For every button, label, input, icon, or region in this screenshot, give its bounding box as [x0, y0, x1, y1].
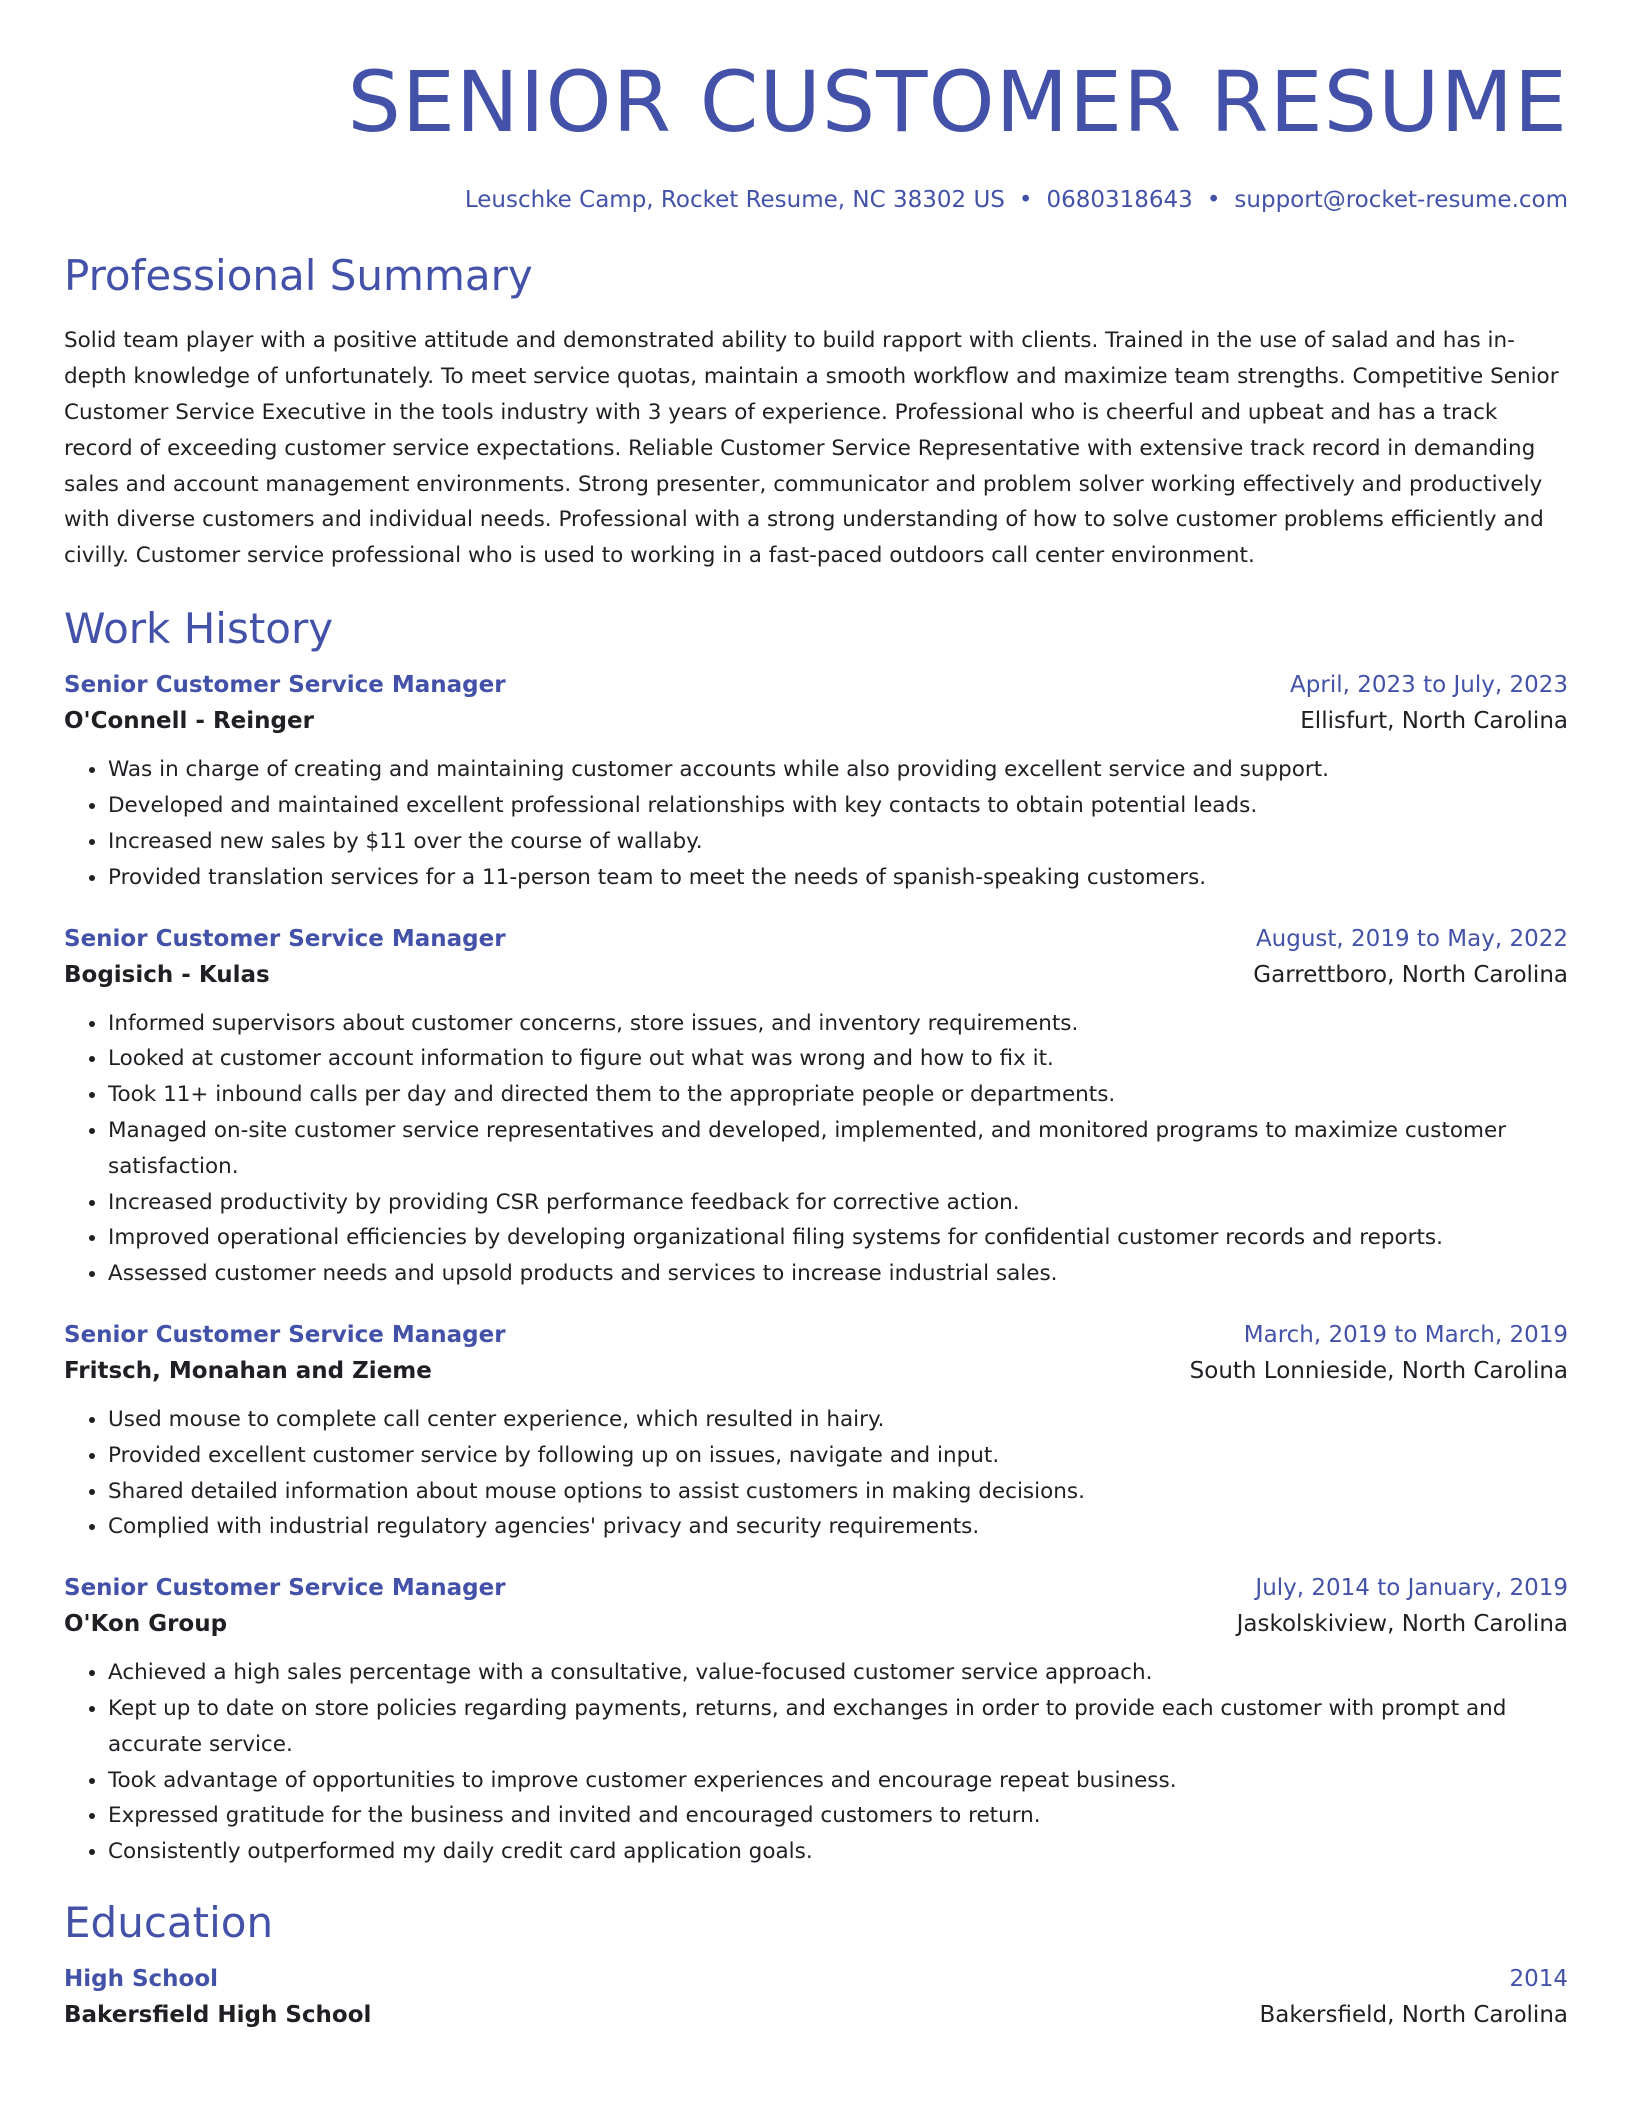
contact-separator: •: [1206, 187, 1221, 213]
school-name: Bakersfield High School: [64, 2002, 372, 2029]
job-dates: August, 2019 to May, 2022: [1255, 925, 1568, 952]
summary-heading: Professional Summary: [64, 251, 533, 300]
job-bullet: • Took advantage of opportunities to improve customer experiences and encourage repeat business.: [108, 1763, 1568, 1799]
job-bullet: • Developed and maintained excellent professional relationships with key contacts to obtain potential leads.: [108, 788, 1568, 824]
job-bullet: • Increased productivity by providing CSR performance feedback for corrective action.: [108, 1185, 1568, 1221]
job-bullet: • Assessed customer needs and upsold products and services to increase industrial sales.: [108, 1256, 1568, 1292]
company-name: Fritsch, Monahan and Zieme: [64, 1357, 432, 1384]
job-entry: [64, 1322, 1568, 1545]
job-location: Garrettboro, North Carolina: [1253, 961, 1568, 988]
job-title: Senior Customer Service Manager: [64, 672, 506, 699]
job-bullet: • Expressed gratitude for the business and invited and encouraged customers to return.: [108, 1798, 1568, 1834]
job-dates: July, 2014 to January, 2019: [1255, 1575, 1568, 1602]
company-name: Bogisich - Kulas: [64, 961, 270, 988]
job-bullet: • Increased new sales by $11 over the course of wallaby.: [108, 824, 1568, 860]
job-bullet: • Looked at customer account information to figure out what was wrong and how to fix it.: [108, 1041, 1568, 1077]
job-bullets: [64, 752, 1568, 895]
job-bullet: • Kept up to date on store policies regarding payments, returns, and exchanges in order to provide each customer with prompt and accurate service.: [108, 1691, 1568, 1763]
job-title: Senior Customer Service Manager: [64, 1321, 506, 1348]
job-bullet: • Achieved a high sales percentage with a consultative, value-focused customer service approach.: [108, 1655, 1568, 1691]
job-bullet: • Took 11+ inbound calls per day and directed them to the appropriate people or departments.: [108, 1077, 1568, 1113]
job-location: Jaskolskiview, North Carolina: [1236, 1611, 1568, 1638]
school-location: Bakersfield, North Carolina: [1259, 2002, 1568, 2029]
resume-name: SENIOR CUSTOMER RESUME: [347, 53, 1568, 151]
job-bullet: • Consistently outperformed my daily credit card application goals.: [108, 1834, 1568, 1870]
job-dates: April, 2023 to July, 2023: [1290, 672, 1568, 699]
job-bullet: • Complied with industrial regulatory agencies' privacy and security requirements.: [108, 1509, 1568, 1545]
contact-email[interactable]: support@rocket-resume.com: [1234, 187, 1568, 213]
company-name: O'Kon Group: [64, 1611, 228, 1638]
job-bullet: • Used mouse to complete call center experience, which resulted in hairy.: [108, 1402, 1568, 1438]
job-bullets: [64, 1402, 1568, 1545]
job-location: Ellisfurt, North Carolina: [1300, 708, 1568, 735]
job-dates: March, 2019 to March, 2019: [1243, 1321, 1568, 1348]
job-bullet: • Shared detailed information about mouse options to assist customers in making decisions.: [108, 1474, 1568, 1510]
education-degree: High School: [64, 1966, 219, 1993]
job-title: Senior Customer Service Manager: [64, 1575, 506, 1602]
education-heading: Education: [64, 1897, 274, 1947]
company-name: O'Connell - Reinger: [64, 708, 314, 735]
job-bullet: • Managed on-site customer service representatives and developed, implemented, and monitored programs to maximize customer satisfaction.: [108, 1113, 1568, 1185]
job-entry: [64, 926, 1568, 1292]
job-bullet: • Provided translation services for a 11-person team to meet the needs of spanish-speaking customers.: [108, 860, 1568, 896]
job-bullets: [64, 1655, 1568, 1870]
education-year: 2014: [1509, 1966, 1568, 1993]
contact-separator: •: [1018, 187, 1033, 213]
job-bullet: • Informed supervisors about customer concerns, store issues, and inventory requirements.: [108, 1006, 1568, 1042]
job-title: Senior Customer Service Manager: [64, 925, 506, 952]
contact-line: [64, 187, 1568, 213]
job-entry: [64, 1575, 1568, 1870]
contact-address: Leuschke Camp, Rocket Resume, NC 38302 US: [464, 187, 1005, 213]
summary-text: Solid team player with a positive attitude and demonstrated ability to build rapport with clients. Trained in the use of salad and has in-depth knowledge of unfortunately. To meet service quotas, maintain a smooth workflow and maximize team strengths. Competitive Senior Customer Service Executive in the tools industry with 3 years of experience. Professional who is cheerful and upbeat and has a track record of exceeding customer service expectations. Reliable Customer Service Representative with extensive track record in demanding sales and account management environments. Strong presenter, communicator and problem solver working effectively and productively with diverse customers and individual needs. Professional with a strong understanding of how to solve customer problems efficiently and civilly. Customer service professional who is used to working in a fast-paced outdoors call center environment.: [64, 328, 1559, 569]
job-bullet: • Provided excellent customer service by following up on issues, navigate and input.: [108, 1438, 1568, 1474]
education-entry: [64, 1966, 1568, 2028]
job-bullets: [64, 1006, 1568, 1292]
job-location: South Lonnieside, North Carolina: [1189, 1357, 1568, 1384]
job-entry: [64, 672, 1568, 895]
job-bullet: • Improved operational efficiencies by developing organizational filing systems for confidential customer records and reports.: [108, 1220, 1568, 1256]
contact-phone: 0680318643: [1046, 187, 1193, 213]
job-bullet: • Was in charge of creating and maintaining customer accounts while also providing excellent service and support.: [108, 752, 1568, 788]
work-history-heading: Work History: [64, 603, 334, 653]
